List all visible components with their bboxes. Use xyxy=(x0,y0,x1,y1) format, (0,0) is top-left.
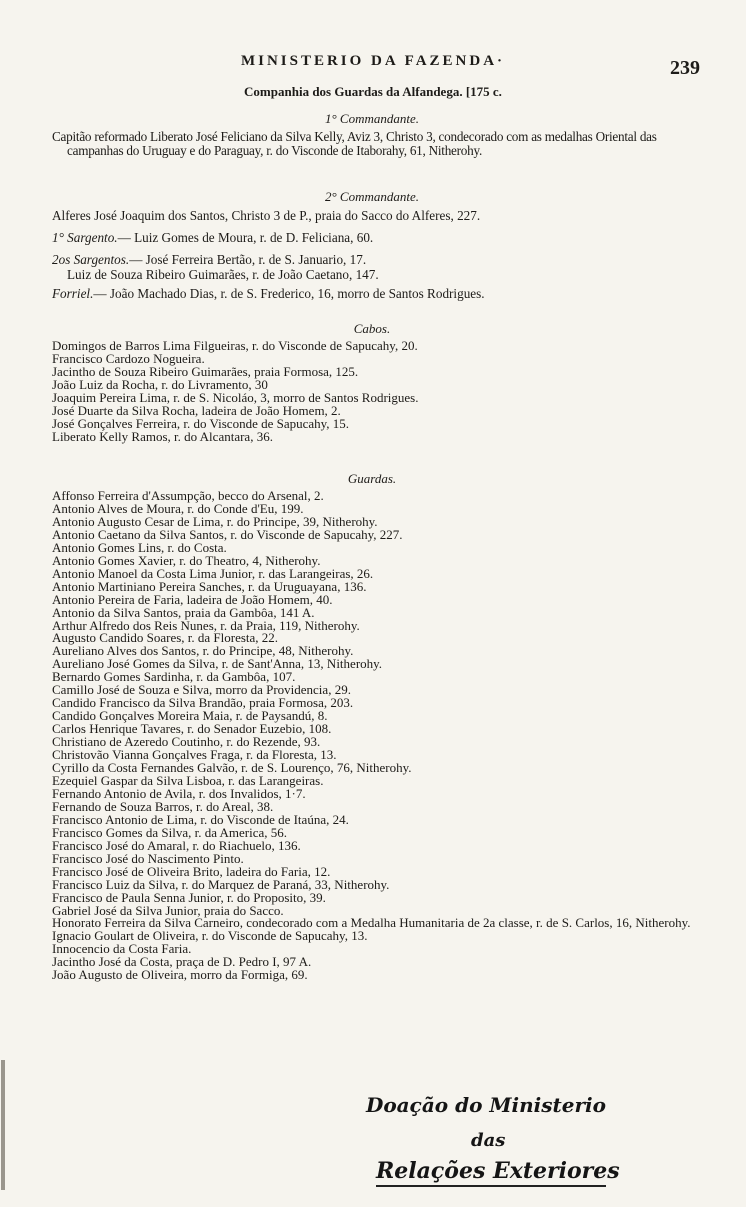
guarda-entry: Antonio Gomes Xavier, r. do Theatro, 4, Nitherohy. xyxy=(52,552,321,568)
guarda-entry: Honorato Ferreira da Silva Carneiro, condecorado com a Medalha Humanitaria de 2a classe, r. de S. Carlos, 16, Nitherohy. xyxy=(52,915,691,931)
alferes-entry: Alferes José Joaquim dos Santos, Christo 3 de P., praia do Sacco do Alferes, 227. xyxy=(52,208,481,223)
guarda-entry: Francisco Antonio de Lima, r. do Visconde de Itaúna, 24. xyxy=(52,811,349,827)
guarda-entry: Aureliano Alves dos Santos, r. do Principe, 48, Nitherohy. xyxy=(52,643,354,659)
guarda-entry: Augusto Candido Soares, r. da Floresta, 22. xyxy=(52,630,279,646)
guarda-entry: Francisco Luiz da Silva, r. do Marquez de Paraná, 33, Nitherohy. xyxy=(52,876,390,892)
page-number: 239 xyxy=(670,57,700,79)
commandante-entry: Capitão reformado Liberato José Feliciano da Silva Kelly, Aviz 3, Christo 3, condecorado com as medalhas Oriental das campanhas do Uruguay e do Paraguay, r. do Visconde de Itaborahy, 61, Nitherohy. xyxy=(52,129,657,159)
cabos-list xyxy=(52,340,692,444)
sargentos-text-1: — José Ferreira Bertão, r. de S. Januario, 17. xyxy=(129,252,367,268)
guarda-entry: Antonio Gomes Lins, r. do Costa. xyxy=(52,539,227,555)
stamp-line-1: Doação do Ministerio xyxy=(366,1093,606,1117)
guarda-entry: Antonio Caetano da Silva Santos, r. do Visconde de Sapucahy, 227. xyxy=(52,526,403,542)
guarda-entry: Arthur Alfredo dos Reis Nunes, r. da Praia, 119, Nitherohy. xyxy=(52,617,360,633)
guarda-entry: Antonio Augusto Cesar de Lima, r. do Principe, 39, Nitherohy. xyxy=(52,513,378,529)
guarda-entry: Candido Gonçalves Moreira Maia, r. de Paysandú, 8. xyxy=(52,708,328,724)
guarda-entry: Antonio da Silva Santos, praia da Gambôa, 141 A. xyxy=(52,604,315,620)
guarda-entry: Antonio Alves de Moura, r. do Conde d'Eu, 199. xyxy=(52,500,304,516)
guarda-entry: Carlos Henrique Tavares, r. do Senador Euzebio, 108. xyxy=(52,721,332,737)
guarda-entry: Antonio Martiniano Pereira Sanches, r. da Uruguayana, 136. xyxy=(52,578,367,594)
guarda-entry: Francisco Gomes da Silva, r. da America, 56. xyxy=(52,824,288,840)
sargento-entry xyxy=(52,231,692,245)
guarda-entry: Christiano de Azeredo Coutinho, r. do Rezende, 93. xyxy=(52,734,321,750)
stamp-line-2: das xyxy=(471,1130,506,1151)
section-cabos xyxy=(52,321,692,444)
guarda-entry: Ezequiel Gaspar da Silva Lisboa, r. das Larangeiras. xyxy=(52,772,324,788)
guarda-entry: Camillo José de Souza e Silva, morro da Providencia, 29. xyxy=(52,682,351,698)
guarda-entry: Antonio Manoel da Costa Lima Junior, r. das Larangeiras, 26. xyxy=(52,565,374,581)
section-title: Guardas. xyxy=(347,471,397,486)
guarda-entry: Jacintho José da Costa, praça de D. Pedro I, 97 A. xyxy=(52,954,312,970)
guarda-entry: Cyrillo da Costa Fernandes Galvão, r. de S. Lourenço, 76, Nitherohy. xyxy=(52,760,412,776)
cabo-entry: Francisco Cardozo Nogueira. xyxy=(52,350,205,366)
guarda-entry: Bernardo Gomes Sardinha, r. da Gambôa, 107. xyxy=(52,669,296,685)
guarda-entry: Francisco José do Amaral, r. do Riachuelo, 136. xyxy=(52,837,301,853)
sargentos-entry-2: Luiz de Souza Ribeiro Guimarães, r. de João Caetano, 147. xyxy=(67,266,379,282)
section-title: 1° Commandante. xyxy=(324,111,420,126)
forriel-entry xyxy=(52,287,692,301)
guarda-entry: Antonio Pereira de Faria, ladeira de João Homem, 40. xyxy=(52,591,333,607)
section-title: 2° Commandante. xyxy=(324,189,420,204)
guarda-entry: Aureliano José Gomes da Silva, r. de Sant'Anna, 13, Nitherohy. xyxy=(52,656,383,672)
guarda-entry: Francisco de Paula Senna Junior, r. do Proposito, 39. xyxy=(52,889,326,905)
guarda-entry: Gabriel José da Silva Junior, praia do Sacco. xyxy=(52,902,284,918)
guardas-list xyxy=(52,490,692,982)
cabo-entry: José Gonçalves Ferreira, r. do Visconde de Sapucahy, 15. xyxy=(52,415,350,431)
section-title: Cabos. xyxy=(353,321,391,336)
cabo-entry: Liberato Kelly Ramos, r. do Alcantara, 36. xyxy=(52,428,273,444)
cabo-entry: Domingos de Barros Lima Filgueiras, r. do Visconde de Sapucahy, 20. xyxy=(52,338,418,353)
guarda-entry: João Augusto de Oliveira, morro da Formiga, 69. xyxy=(52,967,308,983)
guarda-entry: Candido Francisco da Silva Brandão, praia Formosa, 203. xyxy=(52,695,354,711)
guarda-entry: Francisco José de Oliveira Brito, ladeira do Faria, 12. xyxy=(52,863,331,879)
cabo-entry: Jacintho de Souza Ribeiro Guimarães, praia Formosa, 125. xyxy=(52,363,359,379)
cabo-entry: Joaquim Pereira Lima, r. de S. Nicoláo, 3, morro de Santos Rodrigues. xyxy=(52,389,419,405)
role-label: Forriel. xyxy=(52,285,94,301)
guarda-entry: Affonso Ferreira d'Assumpção, becco do Arsenal, 2. xyxy=(52,488,324,503)
guarda-entry: Christovão Vianna Gonçalves Fraga, r. da Floresta, 13. xyxy=(52,747,337,763)
page-edge-shadow xyxy=(1,1060,5,1190)
section-guardas xyxy=(52,471,692,982)
role-label: 2os Sargentos. xyxy=(52,252,130,268)
forriel-text: — João Machado Dias, r. de S. Frederico, 16, morro de Santos Rodrigues. xyxy=(93,285,485,301)
sargento-text: — Luiz Gomes de Moura, r. de D. Feliciana, 60. xyxy=(117,230,374,246)
section-segundo-commandante xyxy=(52,189,692,301)
guarda-entry: Ignacio Goulart de Oliveira, r. do Visconde de Sapucahy, 13. xyxy=(52,928,368,944)
sargentos-entry xyxy=(52,253,692,267)
company-heading: Companhia dos Guardas da Alfandega. [175 c. xyxy=(244,84,502,99)
stamp-underline xyxy=(376,1185,606,1187)
guarda-entry: Francisco José do Nascimento Pinto. xyxy=(52,850,244,866)
guarda-entry: Innocencio da Costa Faria. xyxy=(52,941,192,957)
guarda-entry: Fernando de Souza Barros, r. do Areal, 38. xyxy=(52,798,274,814)
page-header-title: MINISTERIO DA FAZENDA· xyxy=(240,53,506,69)
cabo-entry: José Duarte da Silva Rocha, ladeira de João Homem, 2. xyxy=(52,402,341,418)
cabo-entry: João Luiz da Rocha, r. do Livramento, 30 xyxy=(52,376,268,392)
section-primeiro-commandante xyxy=(52,111,692,158)
stamp-line-3: Relações Exteriores xyxy=(376,1158,620,1184)
guarda-entry: Fernando Antonio de Avila, r. dos Invalidos, 1·7. xyxy=(52,785,306,801)
role-label: 1° Sargento. xyxy=(52,230,118,246)
